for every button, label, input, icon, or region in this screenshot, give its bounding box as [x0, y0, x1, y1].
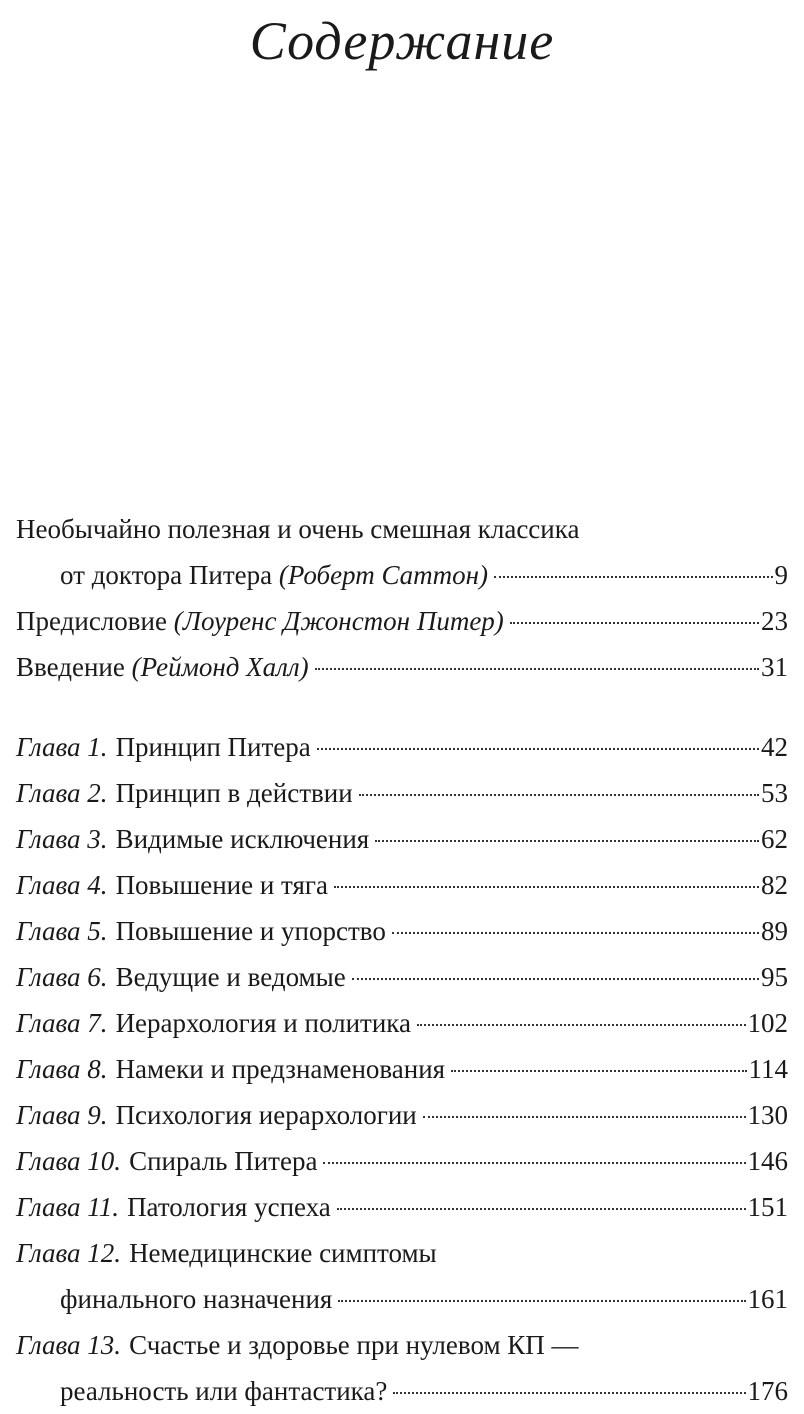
toc-entry-title-cont: от доктора Питера — [60, 560, 273, 590]
dot-leader — [359, 794, 759, 796]
chapter-label: Глава 6. — [16, 962, 108, 992]
chapter-label: Глава 1. — [16, 732, 108, 762]
chapter-title: Принцип Питера — [115, 732, 311, 762]
toc-entry-author: (Лоуренс Джонстон Питер) — [173, 606, 504, 636]
toc-page-number: 42 — [761, 732, 788, 762]
chapter-title: Видимые исключения — [115, 824, 370, 854]
dot-leader — [417, 1024, 746, 1026]
toc-page-number: 176 — [747, 1376, 788, 1406]
dot-leader — [423, 1116, 746, 1118]
toc-entry-author: (Роберт Саттон) — [278, 560, 489, 590]
page-title: Содержание — [249, 11, 555, 71]
toc-entry-chapter-6[interactable] — [16, 954, 788, 1000]
chapter-label: Глава 13. — [16, 1330, 122, 1360]
toc-entry-title: Предисловие — [16, 606, 167, 636]
chapter-title: Намеки и предзнаменования — [115, 1054, 446, 1084]
chapter-title: Иерархология и политика — [115, 1008, 411, 1038]
toc-page-number: 151 — [747, 1192, 788, 1222]
dot-leader — [375, 840, 759, 842]
toc-page-number: 89 — [761, 916, 788, 946]
dot-leader — [334, 886, 759, 888]
chapter-title: Принцип в действии — [115, 778, 353, 808]
toc-entry-chapter-2[interactable] — [16, 770, 788, 816]
toc-entry-chapter-11[interactable] — [16, 1184, 788, 1230]
toc-page-number: 31 — [761, 652, 788, 682]
toc-entry-chapter-8[interactable] — [16, 1046, 788, 1092]
dot-leader — [338, 1300, 745, 1302]
chapter-label: Глава 3. — [16, 824, 108, 854]
toc-entry-chapter-5[interactable] — [16, 908, 788, 954]
toc-entry-title: Введение — [16, 652, 125, 682]
toc-page-number: 161 — [747, 1284, 788, 1314]
dot-leader — [494, 576, 772, 578]
chapter-label: Глава 12. — [16, 1238, 122, 1268]
toc-page-number: 23 — [761, 606, 788, 636]
chapter-title-cont: финального назначения — [60, 1284, 333, 1314]
toc-entry-chapter-9[interactable] — [16, 1092, 788, 1138]
chapter-title: Ведущие и ведомые — [115, 962, 346, 992]
chapter-label: Глава 7. — [16, 1008, 108, 1038]
chapter-label: Глава 11. — [16, 1192, 120, 1222]
chapter-title: Немедицинские симптомы — [129, 1238, 437, 1268]
chapter-label: Глава 9. — [16, 1100, 108, 1130]
dot-leader — [451, 1070, 746, 1072]
toc-entry-author: (Реймонд Халл) — [131, 652, 309, 682]
chapter-title: Счастье и здоровье при нулевом КП — — [129, 1330, 579, 1360]
toc-entry-chapter-4[interactable] — [16, 862, 788, 908]
toc-entry-introduction[interactable] — [16, 644, 788, 690]
chapter-title: Спираль Питера — [129, 1146, 318, 1176]
toc-page-number: 146 — [747, 1146, 788, 1176]
chapter-title: Повышение и тяга — [115, 870, 328, 900]
chapter-label: Глава 4. — [16, 870, 108, 900]
table-of-contents — [16, 506, 788, 1414]
toc-entry-chapter-10[interactable] — [16, 1138, 788, 1184]
dot-leader — [315, 668, 759, 670]
chapter-label: Глава 10. — [16, 1146, 122, 1176]
section-gap — [16, 690, 788, 724]
toc-entry-chapter-7[interactable] — [16, 1000, 788, 1046]
toc-page-number: 102 — [747, 1008, 788, 1038]
dot-leader — [323, 1162, 745, 1164]
toc-page-number: 130 — [747, 1100, 788, 1130]
toc-page-number: 95 — [761, 962, 788, 992]
toc-entry-title: Необычайно полезная и очень смешная классика — [16, 514, 580, 544]
dot-leader — [352, 978, 759, 980]
chapter-label: Глава 2. — [16, 778, 108, 808]
dot-leader — [337, 1208, 746, 1210]
toc-entry-chapter-13[interactable] — [16, 1322, 788, 1414]
toc-page-number: 62 — [761, 824, 788, 854]
toc-page-number: 53 — [761, 778, 788, 808]
toc-entry-chapter-12[interactable] — [16, 1230, 788, 1322]
toc-page-number: 9 — [774, 560, 788, 590]
dot-leader — [392, 932, 759, 934]
dot-leader — [510, 622, 759, 624]
dot-leader — [393, 1392, 745, 1394]
toc-entry-preface[interactable] — [16, 598, 788, 644]
toc-entry-foreword-sutton[interactable] — [16, 506, 788, 598]
chapter-title: Повышение и упорство — [115, 916, 386, 946]
toc-entry-chapter-3[interactable] — [16, 816, 788, 862]
toc-entry-chapter-1[interactable] — [16, 724, 788, 770]
chapter-label: Глава 5. — [16, 916, 108, 946]
dot-leader — [317, 748, 759, 750]
chapter-title: Патология успеха — [127, 1192, 331, 1222]
chapter-label: Глава 8. — [16, 1054, 108, 1084]
chapter-title-cont: реальность или фантастика? — [60, 1376, 388, 1406]
toc-page-number: 82 — [761, 870, 788, 900]
toc-page-number: 114 — [748, 1054, 788, 1084]
chapter-title: Психология иерархологии — [115, 1100, 417, 1130]
